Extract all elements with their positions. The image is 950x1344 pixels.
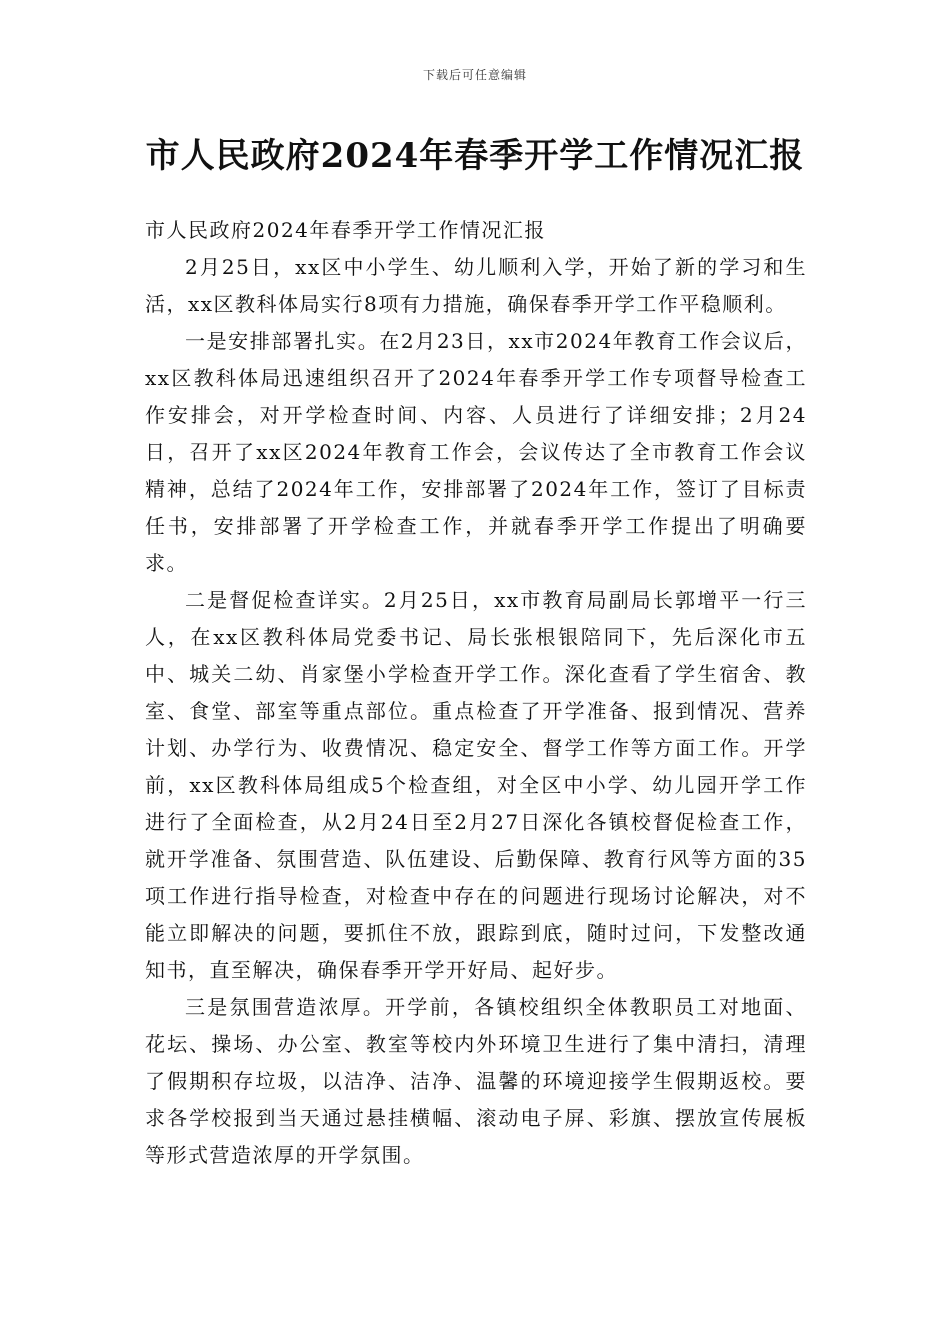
- paragraph-atmosphere: 三是氛围营造浓厚。开学前，各镇校组织全体教职员工对地面、花坛、操场、办公室、教室等校内外环境卫生进行了集中清扫，清理了假期积存垃圾，以洁净、洁净、温馨的环境迎接学生假期返校。要求各学校报到当天通过悬挂横幅、滚动电子屏、彩旗、摆放宣传展板等形式营造浓厚的开学氛围。: [145, 995, 807, 1167]
- paragraph-inspection: 二是督促检查详实。2月25日，xx市教育局副局长郭增平一行三人，在xx区教科体局党委书记、局长张根银陪同下，先后深化市五中、城关二幼、肖家堡小学检查开学工作。深化查看了学生宿舍、教室、食堂、部室等重点部位。重点检查了开学准备、报到情况、营养计划、办学行为、收费情况、稳定安全、督学工作等方面工作。开学前，xx区教科体局组成5个检查组，对全区中小学、幼儿园开学工作进行了全面检查，从2月24日至2月27日深化各镇校督促检查工作，就开学准备、氛围营造、队伍建设、后勤保障、教育行风等方面的35项工作进行指导检查，对检查中存在的问题进行现场讨论解决，对不能立即解决的问题，要抓住不放，跟踪到底，随时过问，下发整改通知书，直至解决，确保春季开学开好局、起好步。: [145, 588, 807, 982]
- paragraph-intro: 2月25日，xx区中小学生、幼儿顺利入学，开始了新的学习和生活，xx区教科体局实行8项有力措施，确保春季开学工作平稳顺利。: [145, 255, 807, 316]
- header-note: 下载后可任意编辑: [422, 68, 527, 82]
- document-body: [145, 212, 807, 1174]
- document-title: 市人民政府2024年春季开学工作情况汇报: [145, 136, 805, 176]
- document-subtitle: 市人民政府2024年春季开学工作情况汇报: [145, 218, 546, 242]
- paragraph-deployment: 一是安排部署扎实。在2月23日，xx市2024年教育工作会议后，xx区教科体局迅速组织召开了2024年春季开学工作专项督导检查工作安排会，对开学检查时间、内容、人员进行了详细安排；2月24日，召开了xx区2024年教育工作会，会议传达了全市教育工作会议精神，总结了2024年工作，安排部署了2024年工作，签订了目标责任书，安排部署了开学检查工作，并就春季开学工作提出了明确要求。: [145, 329, 807, 575]
